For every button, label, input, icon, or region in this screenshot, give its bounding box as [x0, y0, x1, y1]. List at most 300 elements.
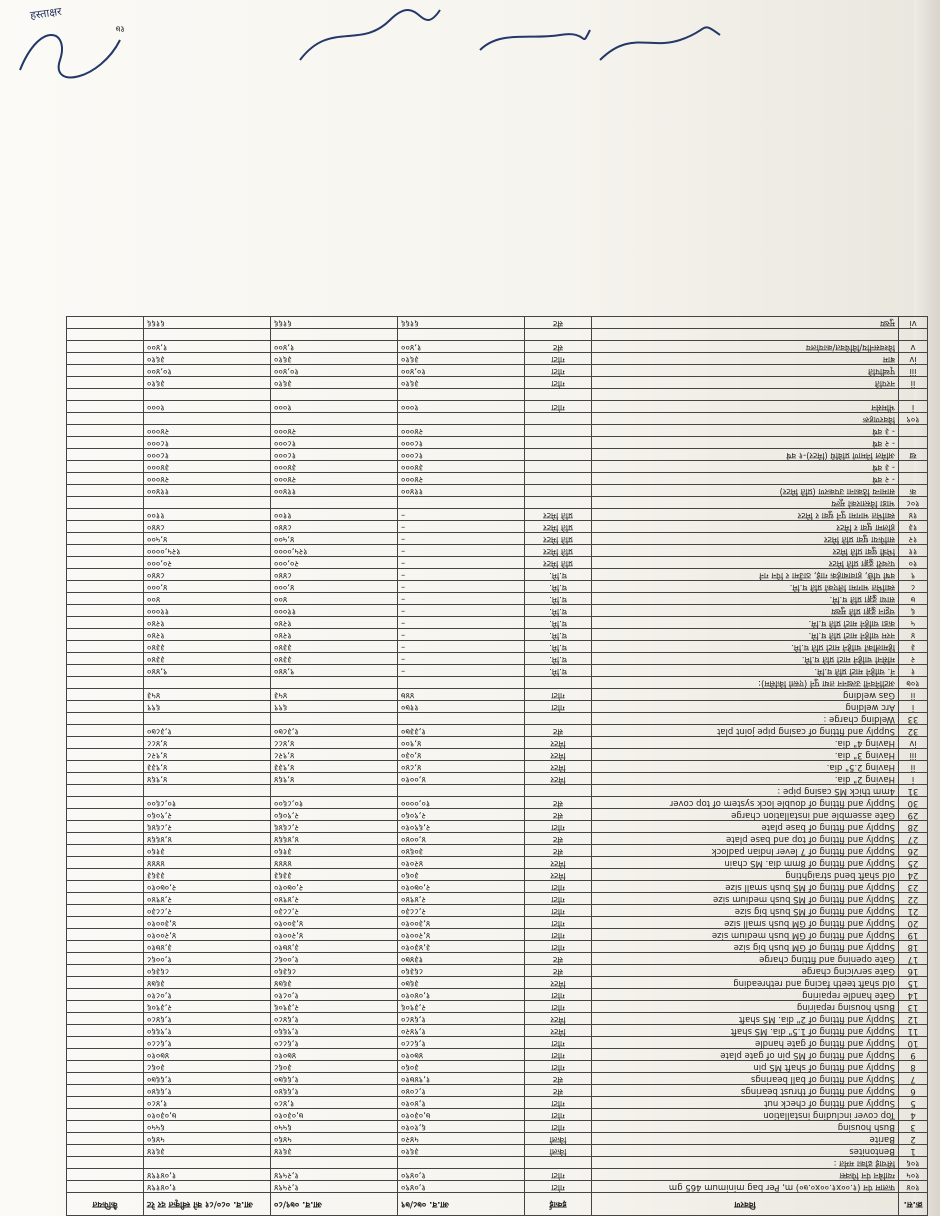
row-rate-2080: ११४०० — [144, 485, 271, 497]
row-rate-2078: २४००० — [398, 425, 525, 437]
row-unit: गोटा — [525, 401, 592, 413]
row-remarks — [67, 485, 144, 497]
row-rate-2079: ४७०१० — [271, 1049, 398, 1061]
row-rate-2079 — [271, 329, 398, 341]
row-rate-2080: १०,८६०० — [144, 797, 271, 809]
row-rate-2080: १,०४१९४ — [144, 1169, 271, 1181]
row-rate-2079: १२४० — [271, 629, 398, 641]
table-row — [67, 749, 928, 761]
row-rate-2078: – — [398, 653, 525, 665]
row-remarks — [67, 665, 144, 677]
row-sn: iii — [899, 749, 928, 761]
header-unit: इकाई — [525, 1193, 592, 1216]
row-rate-2079: ६९९ — [271, 701, 398, 713]
row-rate-2079: ३६१० — [271, 353, 398, 365]
row-rate-2080 — [144, 785, 271, 797]
table-row — [67, 557, 928, 569]
row-remarks — [67, 617, 144, 629]
row-rate-2078: १,६८८० — [398, 1037, 525, 1049]
row-rate-2080: १,६६४० — [144, 1085, 271, 1097]
row-sn: 12 — [899, 1013, 928, 1025]
row-rate-2079: ३३४० — [271, 641, 398, 653]
row-sn — [899, 329, 928, 341]
row-unit: मिटर — [525, 737, 592, 749]
row-remarks — [67, 317, 144, 329]
table-row — [67, 773, 928, 785]
row-description: - २ वर्ष — [592, 437, 899, 449]
row-description: Gas welding — [592, 689, 899, 701]
table-row — [67, 341, 928, 353]
row-rate-2078: ७,०३०१० — [398, 1109, 525, 1121]
row-unit: गोटा — [525, 1181, 592, 1193]
row-rate-2078: – — [398, 629, 525, 641]
row-description: Supply and fitting of GM bush big size — [592, 941, 899, 953]
row-rate-2080: १,६४८० — [144, 1013, 271, 1025]
row-description: Supply and fitting of base plate — [592, 821, 899, 833]
row-unit: गोटा — [525, 917, 592, 929]
row-rate-2079: ३,४७१० — [271, 941, 398, 953]
row-sn — [899, 437, 928, 449]
table-body — [67, 317, 928, 1193]
row-sn: 11 — [899, 1025, 928, 1037]
row-remarks — [67, 1061, 144, 1073]
row-remarks — [67, 401, 144, 413]
row-description: Gate handle repairing — [592, 989, 899, 1001]
row-rate-2080: ४,३००१० — [144, 917, 271, 929]
row-rate-2079: १००० — [271, 401, 398, 413]
row-rate-2080: ३६१० — [144, 377, 271, 389]
table-row — [67, 641, 928, 653]
table-row — [67, 713, 928, 725]
row-remarks — [67, 641, 144, 653]
row-rate-2080 — [144, 677, 271, 689]
row-remarks — [67, 545, 144, 557]
row-remarks — [67, 653, 144, 665]
rate-table — [66, 316, 928, 1216]
row-sn — [899, 389, 928, 401]
row-remarks — [67, 725, 144, 737]
row-remarks — [67, 965, 144, 977]
row-rate-2080: ११०० — [144, 509, 271, 521]
row-sn: 9 — [899, 1049, 928, 1061]
row-sn — [899, 473, 928, 485]
row-unit: मिटर — [525, 977, 592, 989]
row-rate-2078: १८००० — [398, 437, 525, 449]
row-remarks — [67, 869, 144, 881]
row-unit: घ.मि. — [525, 653, 592, 665]
table-row — [67, 665, 928, 677]
row-unit: सेट — [525, 953, 592, 965]
table-row — [67, 1121, 928, 1133]
table-row — [67, 545, 928, 557]
row-remarks — [67, 605, 144, 617]
row-description: - ३ वर्ष — [592, 425, 899, 437]
row-rate-2078 — [398, 785, 525, 797]
table-row — [67, 797, 928, 809]
row-sn: 4 — [899, 1109, 928, 1121]
row-rate-2079: २,८६४६ — [271, 821, 398, 833]
row-rate-2080 — [144, 713, 271, 725]
row-unit: सेट — [525, 809, 592, 821]
row-unit: घ.मि. — [525, 629, 592, 641]
signature-2 — [300, 10, 440, 60]
row-rate-2080: ८४४० — [144, 521, 271, 533]
row-rate-2079 — [271, 677, 398, 689]
row-rate-2080: ३६७४ — [144, 977, 271, 989]
table-row — [67, 857, 928, 869]
row-rate-2079: १,९६६० — [271, 1025, 398, 1037]
row-unit: गोटा — [525, 353, 592, 365]
row-rate-2078: – — [398, 581, 525, 593]
row-rate-2079: ११००० — [271, 605, 398, 617]
table-row — [67, 1049, 928, 1061]
row-rate-2078: ३६१० — [398, 353, 525, 365]
row-unit: गोटा — [525, 1037, 592, 1049]
row-rate-2079: ३६७४ — [271, 977, 398, 989]
row-rate-2080: १,६८८० — [144, 1037, 271, 1049]
row-sn: ii — [899, 689, 928, 701]
row-description: Having 2" dia. — [592, 773, 899, 785]
row-rate-2079 — [271, 389, 398, 401]
row-unit: सेट — [525, 965, 592, 977]
row-rate-2080: २,९०६० — [144, 809, 271, 821]
row-sn: १ — [899, 665, 928, 677]
row-rate-2080: १,४०० — [144, 341, 271, 353]
row-rate-2079: ७,०३०१० — [271, 1109, 398, 1121]
row-rate-2080: १,००६८ — [144, 953, 271, 965]
header-description: विवरण — [592, 1193, 899, 1216]
row-unit: गोटा — [525, 1061, 592, 1073]
row-unit — [525, 449, 592, 461]
row-description: - २ वर्ष — [592, 473, 899, 485]
row-sn: 13 — [899, 1001, 928, 1013]
row-description: Bush housing repairing — [592, 1001, 899, 1013]
row-remarks — [67, 1085, 144, 1097]
row-sn: 15 — [899, 977, 928, 989]
row-description: भीमसेन — [592, 401, 899, 413]
table-row — [67, 425, 928, 437]
row-sn: 18 — [899, 941, 928, 953]
row-rate-2080: ४४४४ — [144, 857, 271, 869]
row-sn: १०९ — [899, 413, 928, 425]
row-rate-2078: २,३९०६ — [398, 1001, 525, 1013]
row-rate-2079: ४,९६४ — [271, 773, 398, 785]
row-rate-2080 — [144, 389, 271, 401]
row-rate-2079: ४,४८८ — [271, 737, 398, 749]
row-rate-2078: १,३३७० — [398, 725, 525, 737]
row-sn: १०६ — [899, 1157, 928, 1169]
row-rate-2079: २,४९४० — [271, 893, 398, 905]
row-rate-2078: – — [398, 665, 525, 677]
row-unit — [525, 677, 592, 689]
table-row — [67, 677, 928, 689]
row-remarks — [67, 1145, 144, 1157]
row-remarks — [67, 1109, 144, 1121]
table-row — [67, 461, 928, 473]
row-rate-2078: ४,९०० — [398, 737, 525, 749]
row-unit: गोटा — [525, 1169, 592, 1181]
table-row — [67, 509, 928, 521]
row-rate-2079: १,२५९४ — [271, 1169, 398, 1181]
row-rate-2079: १,३८७० — [271, 725, 398, 737]
table-row — [67, 977, 928, 989]
row-rate-2079 — [271, 413, 398, 425]
table-row — [67, 1013, 928, 1025]
row-description: स्वाभित भागमा पुर्ने धुवा र मिटर — [592, 509, 899, 521]
row-remarks — [67, 929, 144, 941]
row-sn: क — [899, 485, 928, 497]
row-rate-2078: ३६१० — [398, 1145, 525, 1157]
row-rate-2080: ३१६० — [144, 845, 271, 857]
row-sn: 20 — [899, 917, 928, 929]
row-remarks — [67, 785, 144, 797]
row-description: Arc welding — [592, 701, 899, 713]
table-row — [67, 1061, 928, 1073]
row-description: पत्थरी ढुङ्गा प्रति मिटर — [592, 557, 899, 569]
row-unit: गोटा — [525, 1001, 592, 1013]
row-remarks — [67, 749, 144, 761]
row-rate-2080: ४,२००१० — [144, 929, 271, 941]
row-rate-2078: ६,१०१० — [398, 1121, 525, 1133]
table-row — [67, 317, 928, 329]
row-rate-2078: ३४००० — [398, 461, 525, 473]
row-rate-2078: १,८०४० — [398, 1085, 525, 1097]
row-unit: सेट — [525, 725, 592, 737]
signature-4 — [600, 27, 720, 60]
row-description: Bush housing — [592, 1121, 899, 1133]
row-description: विवरणहरू — [592, 413, 899, 425]
row-rate-2078: १,०४०१० — [398, 989, 525, 1001]
row-rate-2080: ८६३६० — [144, 965, 271, 977]
row-remarks — [67, 1181, 144, 1193]
row-remarks — [67, 677, 144, 689]
row-rate-2078: १३४७० — [398, 953, 525, 965]
row-rate-2080: ११००० — [144, 605, 271, 617]
row-rate-2080: ३३४० — [144, 653, 271, 665]
row-rate-2078: ४,२००१० — [398, 929, 525, 941]
row-description: चट्टान ढुङ्गा प्रति मुख्य — [592, 605, 899, 617]
table-row — [67, 1157, 928, 1169]
row-rate-2080: ७,०३०१० — [144, 1109, 271, 1121]
row-rate-2079: ६१६६ — [271, 317, 398, 329]
row-rate-2079: ३६१० — [271, 377, 398, 389]
table-row — [67, 1133, 928, 1145]
row-rate-2079: ४,९२८ — [271, 749, 398, 761]
row-rate-2078 — [398, 413, 525, 425]
row-rate-2080: ३६१४ — [144, 1145, 271, 1157]
row-description: विश्वसनीय/विधिवत/कार्यालय — [592, 341, 899, 353]
row-description — [592, 329, 899, 341]
table-row — [67, 917, 928, 929]
row-rate-2079: १,६६४० — [271, 1085, 398, 1097]
header-remarks: कैफियत — [67, 1193, 144, 1216]
row-rate-2078: १,९४२० — [398, 1025, 525, 1037]
row-rate-2078: ३०६० — [398, 1061, 525, 1073]
row-rate-2080: १,०८१० — [144, 989, 271, 1001]
row-description: नरम चाहिने माटो प्रति घ.मि. — [592, 629, 899, 641]
row-description: - ३ वर्ष — [592, 461, 899, 473]
table-row — [67, 953, 928, 965]
row-sn: 14 — [899, 989, 928, 1001]
row-remarks — [67, 845, 144, 857]
row-sn: १०७ — [899, 677, 928, 689]
row-remarks — [67, 329, 144, 341]
row-rate-2078: १,४०० — [398, 341, 525, 353]
row-remarks — [67, 809, 144, 821]
row-description: पृथ्वीपति — [592, 365, 899, 377]
row-unit: गोटा — [525, 893, 592, 905]
row-rate-2080: २,८८३० — [144, 905, 271, 917]
row-unit: गोटा — [525, 1049, 592, 1061]
row-rate-2080: ५४६० — [144, 1133, 271, 1145]
row-sn: v — [899, 341, 928, 353]
row-rate-2079: २०,००० — [271, 557, 398, 569]
row-rate-2079 — [271, 497, 398, 509]
row-remarks — [67, 1157, 144, 1169]
table-row — [67, 353, 928, 365]
row-rate-2078: १०,०००० — [398, 797, 525, 809]
table-row — [67, 881, 928, 893]
row-rate-2080: १२५,०००० — [144, 545, 271, 557]
row-rate-2080: ६१६६ — [144, 317, 271, 329]
row-description: 4mm thick MS casing pipe : — [592, 785, 899, 797]
row-rate-2079: ३०६८ — [271, 1061, 398, 1073]
row-rate-2079: १,०८१० — [271, 989, 398, 1001]
table-row — [67, 905, 928, 917]
corner-handwritten-note: हस्ताक्षर — [29, 4, 63, 23]
table-row — [67, 929, 928, 941]
row-rate-2079: ३३६३ — [271, 869, 398, 881]
signature-3 — [480, 30, 590, 50]
row-remarks — [67, 713, 144, 725]
row-sn: ६ — [899, 605, 928, 617]
row-rate-2078 — [398, 497, 525, 509]
row-unit: घ.मि. — [525, 641, 592, 653]
row-sn: i — [899, 701, 928, 713]
row-description: वर्षा पछि, हावाबाहेक गाई, ठाउँमा र पिन गर्ने — [592, 569, 899, 581]
row-remarks — [67, 893, 144, 905]
row-sn: 6 — [899, 1085, 928, 1097]
row-sn: 3 — [899, 1121, 928, 1133]
row-sn: 24 — [899, 869, 928, 881]
row-description: कडा चाहिने माटो प्रति घ.मि. — [592, 617, 899, 629]
row-rate-2080: ४,४६६४ — [144, 833, 271, 845]
row-remarks — [67, 1001, 144, 1013]
row-sn: i — [899, 401, 928, 413]
row-unit: मिटर — [525, 857, 592, 869]
row-unit: सेट — [525, 1085, 592, 1097]
row-description: Supply and fitting of 1.5" dia. MS shaft — [592, 1025, 899, 1037]
row-rate-2080: ४,९३३ — [144, 761, 271, 773]
row-rate-2079: १,४८० — [271, 1097, 398, 1109]
row-unit: मिटर — [525, 1013, 592, 1025]
row-description: Supply and fitting of MS bush medium size — [592, 893, 899, 905]
row-sn: 16 — [899, 965, 928, 977]
row-remarks — [67, 761, 144, 773]
row-rate-2079: ४,३००१० — [271, 917, 398, 929]
row-sn: २ — [899, 653, 928, 665]
row-rate-2079: ५४६० — [271, 1133, 398, 1145]
row-rate-2079: ४०० — [271, 593, 398, 605]
row-rate-2080 — [144, 329, 271, 341]
row-unit — [525, 461, 592, 473]
table-row — [67, 965, 928, 977]
row-rate-2078: – — [398, 593, 525, 605]
row-sn: 32 — [899, 725, 928, 737]
table-row — [67, 821, 928, 833]
row-remarks — [67, 797, 144, 809]
row-sn: 5 — [899, 1097, 928, 1109]
row-rate-2078: ४,३००१० — [398, 917, 525, 929]
row-unit: गोटा — [525, 1109, 592, 1121]
row-description: भाडा विस्तारको मूल्य — [592, 497, 899, 509]
row-rate-2079: ४५३ — [271, 689, 398, 701]
row-rate-2080: १,०४१९४ — [144, 1181, 271, 1193]
row-rate-2079: २४००० — [271, 473, 398, 485]
row-rate-2078 — [398, 389, 525, 401]
row-rate-2078 — [398, 329, 525, 341]
row-unit — [525, 497, 592, 509]
row-rate-2078: ४,००४० — [398, 833, 525, 845]
row-unit: गोटा — [525, 1121, 592, 1133]
row-unit: गोटा — [525, 377, 592, 389]
row-unit: घ.मि. — [525, 617, 592, 629]
row-rate-2079: २,९०६० — [271, 809, 398, 821]
row-remarks — [67, 941, 144, 953]
row-rate-2080: १,४८० — [144, 1097, 271, 1109]
row-rate-2080: ४०० — [144, 593, 271, 605]
row-rate-2079: १८००० — [271, 437, 398, 449]
row-rate-2079: ९,४४० — [271, 665, 398, 677]
row-sn: 30 — [899, 797, 928, 809]
row-rate-2078: ६१६६ — [398, 317, 525, 329]
row-unit: घ.मि. — [525, 593, 592, 605]
table-row — [67, 653, 928, 665]
row-description: Supply and fitting of shaft MS pin — [592, 1061, 899, 1073]
table-header-row — [67, 1193, 928, 1216]
row-unit: गोटा — [525, 989, 592, 1001]
row-rate-2079: १,००६८ — [271, 953, 398, 965]
row-remarks — [67, 461, 144, 473]
row-rate-2078: २,०७०१० — [398, 881, 525, 893]
table-row — [67, 845, 928, 857]
table-row — [67, 389, 928, 401]
row-sn: i — [899, 773, 928, 785]
row-remarks — [67, 1037, 144, 1049]
row-description: सामान्य ठिकाना उपकरण (प्रति मिटर) — [592, 485, 899, 497]
table-row — [67, 629, 928, 641]
row-remarks — [67, 593, 144, 605]
row-rate-2080: ८४४० — [144, 569, 271, 581]
row-remarks — [67, 581, 144, 593]
row-rate-2078: १,६४८० — [398, 1013, 525, 1025]
row-rate-2080 — [144, 497, 271, 509]
row-sn: 31 — [899, 785, 928, 797]
row-sn: 33 — [899, 713, 928, 725]
row-rate-2078: – — [398, 557, 525, 569]
row-rate-2080: ३,४७१० — [144, 941, 271, 953]
row-rate-2078: – — [398, 509, 525, 521]
row-rate-2079 — [271, 1157, 398, 1169]
row-rate-2078: ११७० — [398, 701, 525, 713]
row-description — [592, 389, 899, 401]
row-sn: 26 — [899, 845, 928, 857]
row-remarks — [67, 1097, 144, 1109]
row-description: सिंचाई ढोका मर्मत : — [592, 1157, 899, 1169]
row-rate-2078: – — [398, 605, 525, 617]
page-number: १७ — [115, 23, 125, 33]
table-row — [67, 413, 928, 425]
